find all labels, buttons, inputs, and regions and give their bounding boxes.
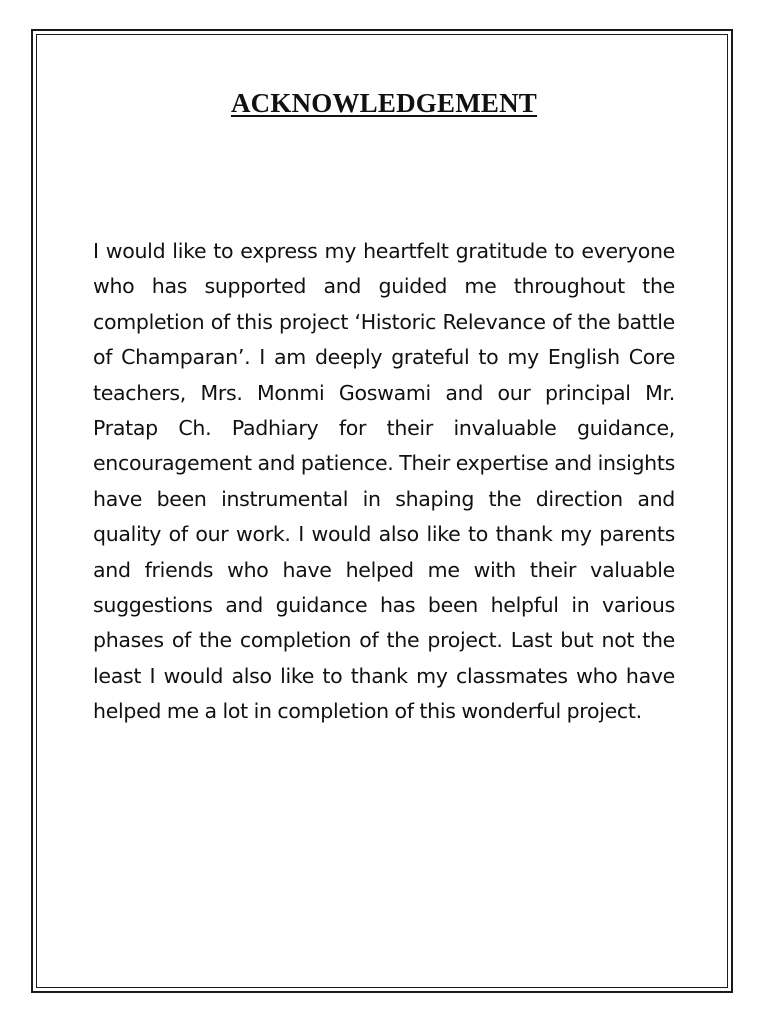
page-title: ACKNOWLEDGEMENT xyxy=(230,88,538,118)
acknowledgement-paragraph: I would like to express my heartfelt gratitude to everyone who has supported and guided me throughout the completion of this project ‘Historic Relevance of the battle of Champaran’. I am deeply grateful to my English Core teachers, Mrs. Monmi Goswami and our principal Mr. Pratap Ch. Padhiary for their invaluable guidance, encouragement and patience. Their expertise and insights have been instrumental in shaping the direction and quality of our work. I would also like to thank my parents and friends who have helped me with their valuable suggestions and guidance has been helpful in various phases of the completion of the project. Last but not the least I would also like to thank my classmates who have helped me a lot in completion of this wonderful project. xyxy=(93,239,675,724)
